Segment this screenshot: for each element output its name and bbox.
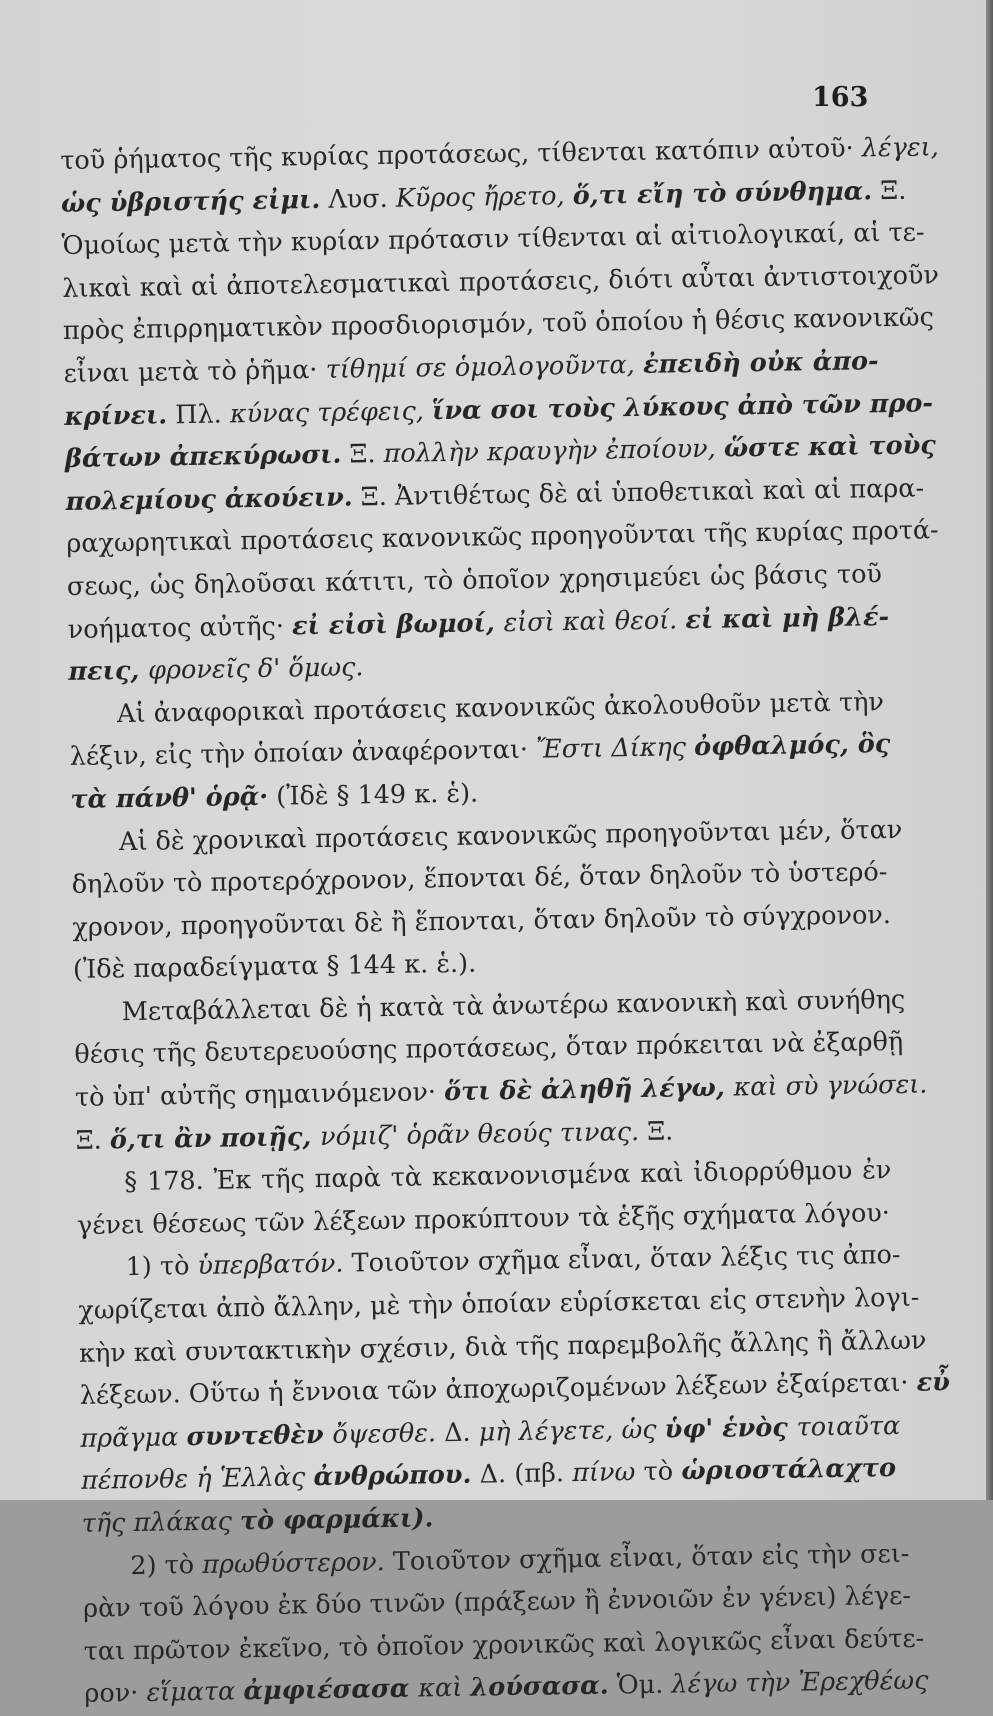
text-segment: εὖ — [916, 1367, 951, 1398]
text-segment: εἰσὶ καὶ θεοί. — [503, 604, 686, 638]
text-segment: ὅ,τι εἴη τὸ σύνθημα. — [572, 175, 873, 211]
text-segment: πολλὴν κραυγὴν ἐποίουν, — [383, 433, 725, 470]
text-segment: πέπονθε ἡ Ἑλλὰς — [80, 1462, 314, 1497]
text-segment: Πλ. — [166, 398, 231, 430]
text-segment: νόμιζ' ὁρᾶν θεούς τινας. — [319, 1116, 640, 1152]
text-segment: Κῦρος ἤρετο, — [395, 180, 573, 214]
text-segment: τὰ πάνθ' ὁρᾷ· — [70, 781, 269, 815]
text-segment: ἵνα σοι τοὺς λύκους ἀπὸ τῶν προ- — [431, 387, 934, 426]
text-segment: καὶ σὺ γνώσει. — [733, 1069, 928, 1103]
text-segment: ὑπερβατόν. — [197, 1249, 344, 1282]
text-segment: 2) τὸ — [130, 1549, 203, 1581]
text-segment: ὡς ὑβριστής εἰμι. — [60, 184, 321, 219]
text-segment: θέσις τῆς δευτερευούσης προτάσεως, ὅταν πρόκειται νὰ ἐξαρθῇ — [74, 1027, 904, 1071]
text-segment: Αἱ ἀναφορικαὶ προτάσεις κανονικῶς ἀκολουθοῦν μετὰ τὴν — [116, 686, 885, 729]
text-segment: ὡριοστάλαχτο — [681, 1453, 897, 1487]
text-segment: ρὰν τοῦ λόγου ἐκ δύο τινῶν (πράξεων ἢ ἐννοιῶν ἐν γένει) λέγε- — [82, 1581, 912, 1625]
text-segment: τὸ — [643, 1456, 682, 1488]
text-segment: Δ. — [435, 1417, 479, 1449]
body-text — [60, 127, 951, 1716]
text-segment: ἐπειδὴ οὐκ ἀπο- — [642, 346, 879, 380]
text-segment: Ἔστι Δίκης — [535, 732, 695, 765]
text-segment: τοιαῦτα — [796, 1410, 901, 1443]
page-number: 163 — [812, 82, 869, 113]
text-segment: τὸ φαρμάκι). — [239, 1503, 434, 1537]
text-segment: ἀμφιέσασα — [243, 1673, 419, 1707]
text-segment: Λυσ. — [319, 183, 397, 215]
text-segment: εἵματα — [146, 1676, 244, 1709]
text-segment: συντεθὲν — [186, 1419, 333, 1452]
text-segment: λικαὶ καὶ αἱ ἀποτελεσματικαὶ προτάσεις, διότι αὗται ἀντιστοιχοῦν — [62, 259, 940, 304]
text-segment: 1) τὸ — [125, 1251, 198, 1283]
text-segment: πρὸς ἐπιρρηματικὸν προσδιορισμόν, τοῦ ὁποίου ἡ θέσις κανονικῶς — [62, 302, 935, 347]
text-segment: λέξιν, εἰς τὴν ὁποίαν ἀναφέρονται· — [69, 734, 537, 773]
text-segment: ἀνθρώπου. — [313, 1460, 472, 1493]
text-segment: φρονεῖς δ' ὅμως. — [147, 652, 364, 686]
text-segment: γένει θέσεως τῶν λέξεων προκύπτουν τὰ ἑξῆς σχήματα λόγου· — [76, 1197, 891, 1241]
text-segment: κύνας τρέφεις, — [229, 395, 433, 429]
text-segment: ὅ,τι ἂν ποιῇς, — [109, 1121, 321, 1155]
text-segment: § 178. Ἐκ τῆς παρὰ τὰ κεκανονισμένα καὶ ἰδιορρύθμου ἐν — [124, 1155, 892, 1198]
text-segment: ὅτι δὲ ἀληθῆ λέγω, — [443, 1072, 734, 1108]
text-segment: εἰ καὶ μὴ βλέ- — [685, 601, 890, 635]
text-segment: Ξ. — [341, 439, 384, 470]
text-segment: καὶ — [418, 1673, 471, 1704]
text-segment: λούσασα. — [470, 1670, 609, 1704]
text-segment: Μεταβάλλεται δὲ ἡ κατὰ τὰ ἀνωτέρω κανονικὴ καὶ συνήθης — [121, 984, 906, 1028]
text-segment: νοήματος αὐτῆς· — [67, 610, 293, 645]
text-segment: (Ἰδὲ § 149 κ. ἑ). — [267, 778, 479, 812]
text-segment: ται πρῶτον ἐκεῖνο, τὸ ὁποῖον χρονικῶς καὶ λογικῶς εἶναι δεύτε- — [83, 1623, 925, 1667]
text-segment: μὴ λέγετε, ὡς — [478, 1414, 665, 1448]
text-segment: Τοιοῦτον σχῆμα εἶναι, ὅταν εἰς τὴν σει- — [384, 1538, 910, 1577]
text-segment: εἶναι μετὰ τὸ ῥῆμα· — [63, 354, 327, 389]
text-segment: ραχωρητικαὶ προτάσεις κανονικῶς προηγοῦνται τῆς κυρίας προτά- — [66, 515, 939, 560]
text-segment: (Ἰδὲ παραδείγματα § 144 κ. ἑ.). — [72, 948, 477, 986]
text-segment: Ξ. — [871, 175, 907, 206]
text-segment: Ὁμοίως μετὰ τὴν κυρίαν πρότασιν τίθενται αἱ αἰτιολογικαί, αἱ τε- — [61, 217, 925, 262]
text-segment: σεως, ὡς δηλοῦσαι κάτιτι, τὸ ὁποῖον χρησιμεύει ὡς βάσις τοῦ — [66, 559, 883, 602]
text-segment: ρον· — [84, 1678, 147, 1710]
text-segment: λέξεων. Οὕτω ἡ ἔννοια τῶν ἀποχωριζομένων λέξεων ἐξαίρεται· — [79, 1367, 917, 1412]
text-segment: κὴν καὶ συντακτικὴν σχέσιν, διὰ τῆς παρεμβολῆς ἄλλης ἢ ἄλλων — [78, 1325, 927, 1369]
text-segment: ὀφθαλμός, ὃς — [693, 729, 891, 763]
text-segment: πίνω — [572, 1457, 644, 1489]
text-segment: χρονον, προηγοῦνται δὲ ἢ ἕπονται, ὅταν δηλοῦν τὸ σύγχρονον. — [72, 899, 892, 943]
text-segment: λέγει, — [861, 132, 939, 164]
text-segment: Ξ. — [75, 1124, 111, 1156]
text-segment: ὄψεσθε. — [332, 1418, 437, 1450]
text-segment: πεις, — [68, 655, 149, 688]
text-segment: δηλοῦν τὸ προτερόχρονον, ἕπονται δέ, ὅταν δηλοῦν τὸ ὑστερό- — [71, 857, 888, 900]
text-segment: πρᾶγμα — [80, 1421, 187, 1454]
text-segment: Ὁμ. — [608, 1669, 672, 1701]
text-segment: χωρίζεται ἀπὸ ἄλλην, μὲ τὴν ὁποίαν εὑρίσκεται εἰς στενὴν λογι- — [78, 1282, 920, 1326]
text-segment: τὸ ὑπ' αὐτῆς σημαινόμενον· — [74, 1077, 445, 1113]
text-segment: πρωθύστερον. — [202, 1546, 385, 1580]
text-segment: Ξ. — [638, 1116, 674, 1147]
text-segment: Τοιοῦτον σχῆμα εἶναι, ὅταν λέξις τις ἀπο- — [343, 1240, 901, 1280]
page-edge — [986, 0, 993, 1500]
text-segment: βάτων ἀπεκύρωσι. — [64, 439, 342, 475]
text-segment: τοῦ ῥήματος τῆς κυρίας προτάσεως, τίθενται κατόπιν αὐτοῦ· — [60, 133, 863, 176]
text-segment: Ξ. Ἀντιθέτως δὲ αἱ ὑποθετικαὶ καὶ αἱ παρα- — [352, 473, 925, 513]
text-segment: εἰ εἰσὶ βωμοί, — [291, 607, 504, 641]
text-segment: τίθημί σε ὁμολογοῦντα, — [325, 349, 644, 385]
text-segment: κρίνει. — [64, 399, 168, 432]
text-segment: Αἱ δὲ χρονικαὶ προτάσεις κανονικῶς προηγοῦνται μέν, ὅταν — [118, 814, 903, 857]
text-segment: ὥστε καὶ τοὺς — [723, 430, 937, 464]
text-segment: ὑφ' ἑνὸς — [664, 1412, 797, 1445]
text-segment: Δ. (πβ. — [471, 1458, 573, 1491]
text-segment: λέγω τὴν Ἐρεχθέως — [671, 1665, 929, 1700]
text-segment: πολεμίους ἀκούειν. — [65, 482, 353, 517]
text-segment: τῆς πλάκας — [81, 1506, 241, 1539]
